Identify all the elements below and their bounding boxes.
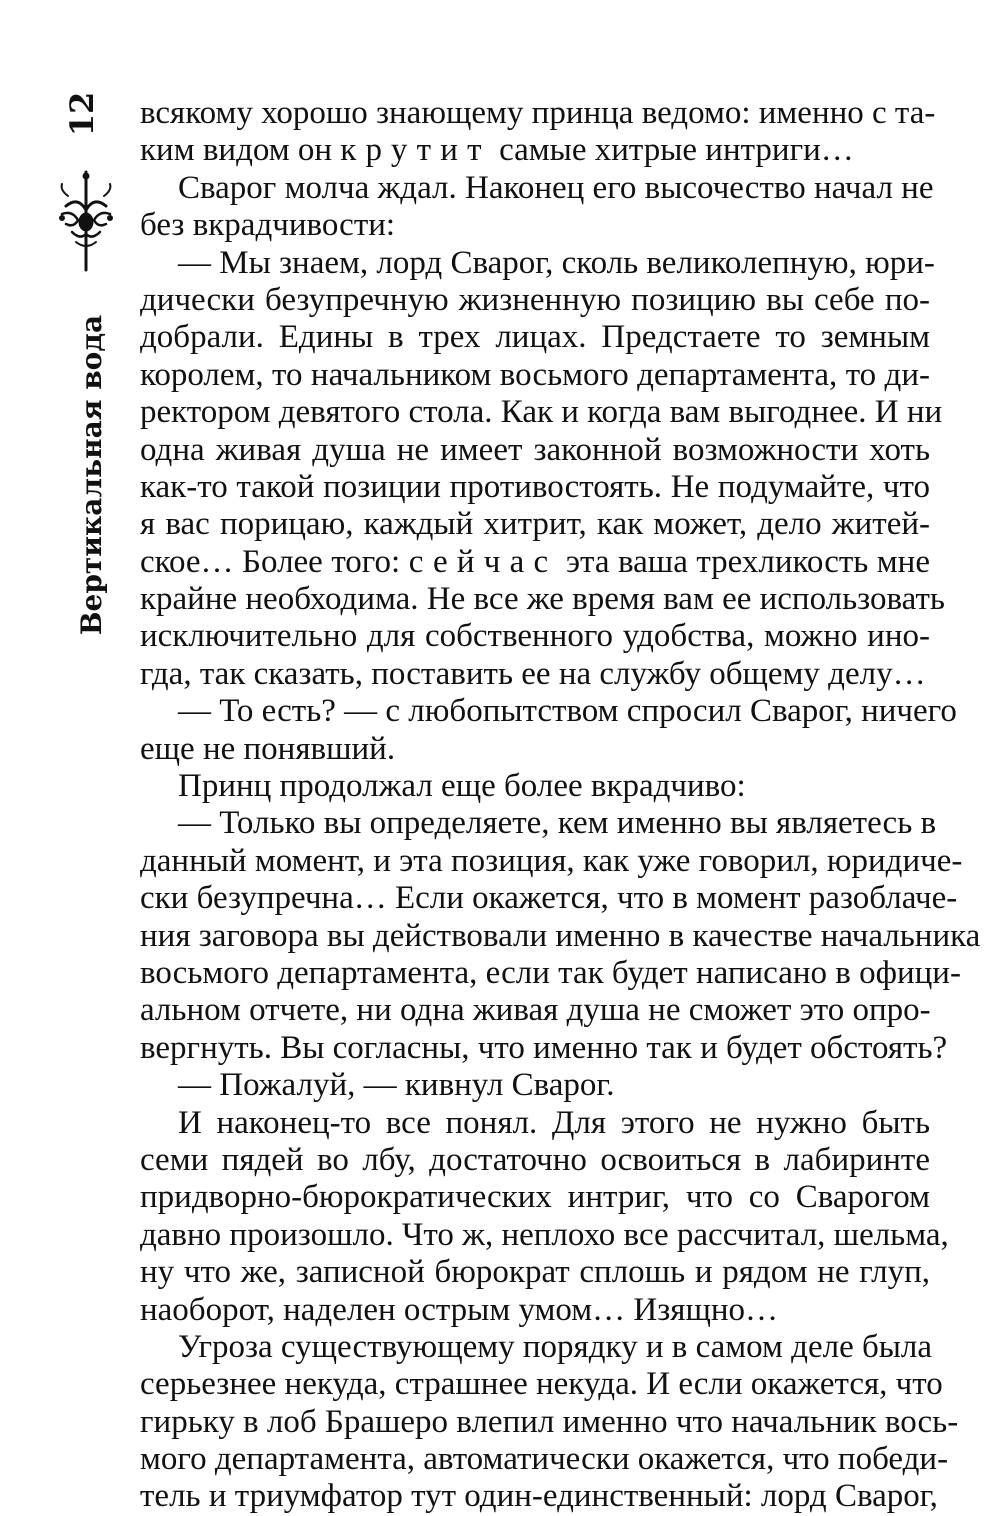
text-segment: я вас порицаю, каждый хитрит, как может, дело житей- (140, 506, 930, 543)
running-title-text: Вертикальная вода (75, 314, 108, 636)
text-line (140, 768, 930, 805)
text-line (140, 95, 936, 132)
text-line (140, 469, 930, 506)
text-line (140, 656, 930, 693)
text-line (140, 432, 930, 469)
text-line (140, 169, 934, 207)
spaced-emphasis: крутит (340, 132, 491, 169)
text-segment: данный момент, и эта позиция, как уже говорил, юридиче- (140, 842, 963, 879)
text-segment: И наконец-то все понял. Для этого не нужно быть (178, 1104, 930, 1141)
text-line (140, 1478, 938, 1515)
text-line (140, 207, 930, 244)
text-line (140, 731, 930, 768)
page-number: 12 (63, 91, 101, 137)
text-segment: наоборот, наделен острым умом… Изящно… (140, 1291, 779, 1328)
text-line (140, 1366, 943, 1403)
text-segment: семи пядей во лбу, достаточно освоиться в лабиринте (140, 1141, 930, 1178)
text-line (140, 394, 943, 431)
text-segment: Принц продолжал еще более вкрадчиво: (178, 768, 746, 805)
text-line (140, 282, 930, 319)
text-segment: — Пожалуй, — кивнул Сварог. (178, 1067, 615, 1104)
text-segment: эта ваша трехликость мне (557, 543, 930, 580)
text-line (140, 880, 958, 917)
text-line (140, 1216, 949, 1254)
text-segment: — То есть? — с любопытством спросил Сварог, ничего (178, 693, 957, 730)
text-segment: альном отчете, ни одна живая душа не сможет это опро- (140, 992, 931, 1029)
text-line (140, 1142, 930, 1179)
text-segment: как-то такой позиции противостоять. Не подумайте, что (140, 468, 930, 505)
text-segment: одна живая душа не имеет законной возможности хоть (140, 431, 930, 468)
margin-column (0, 0, 130, 1476)
text-line (140, 1441, 949, 1478)
text-segment: — Только вы определяете, кем именно вы являетесь в (178, 805, 937, 842)
text-line (140, 244, 935, 282)
text-line (140, 319, 930, 356)
decorative-ornament-icon (48, 166, 120, 274)
text-segment: ректором девятого стола. Как и когда вам выгоднее. И ни (140, 394, 943, 431)
text-segment: Угроза существующему порядку и в самом деле была (178, 1328, 933, 1365)
text-segment: ким видом он (140, 132, 341, 169)
text-segment: крайне необходима. Не все же время вам ее использовать (140, 581, 945, 618)
text-segment: восьмого департамента, если так будет написано в офици- (140, 954, 961, 991)
text-segment: самые хитрые интриги… (490, 132, 854, 169)
text-segment: давно произошло. Что ж, неплохо все рассчитал, шельма, (140, 1216, 949, 1253)
text-segment: дически безупречную жизненную позицию вы себе по- (140, 281, 930, 318)
text-segment: мого департамента, автоматически окажется, что победи- (140, 1441, 949, 1478)
text-line (140, 357, 930, 394)
text-segment: исключительно для собственного удобства, можно ино- (140, 618, 930, 655)
text-line (140, 618, 930, 655)
text-line (140, 544, 930, 581)
text-segment: вергнуть. Вы согласны, что именно так и будет обстоять? (140, 1029, 948, 1066)
text-line (140, 1254, 930, 1291)
text-line (140, 1403, 959, 1441)
text-segment: ну что же, записной бюрократ сплошь и рядом не глуп, (140, 1254, 930, 1291)
text-segment: ское… Более того: (140, 543, 409, 580)
text-line (140, 917, 981, 955)
text-line (140, 132, 930, 169)
text-line (140, 842, 963, 880)
text-segment: серьезнее некуда, страшнее некуда. И если окажется, что (140, 1366, 943, 1403)
text-line (140, 1067, 930, 1104)
text-line (140, 693, 957, 730)
text-line (140, 506, 930, 543)
text-segment: гирьку в лоб Брашеро влепил именно что начальник вось- (140, 1403, 959, 1440)
text-segment: гда, так сказать, поставить ее на службу общему делу… (140, 655, 926, 692)
text-segment: ски безупречна… Если окажется, что в момент разоблаче- (140, 880, 958, 917)
text-line (140, 805, 937, 842)
text-segment: Сварог молча ждал. Наконец его высочество начал не (178, 169, 934, 206)
text-segment: тель и триумфатор тут один-единственный: лорд Сварог, (140, 1478, 938, 1515)
text-line (140, 954, 961, 992)
text-line (140, 1328, 933, 1366)
text-line (140, 581, 945, 618)
text-segment: ния заговора вы действовали именно в качестве начальника (140, 917, 981, 954)
spaced-emphasis: сейчас (408, 543, 558, 580)
text-line (140, 1179, 930, 1216)
body-text (140, 95, 981, 1516)
text-segment: еще не понявший. (140, 730, 396, 767)
text-line (140, 1029, 948, 1067)
text-segment: без вкрадчивости: (140, 207, 396, 244)
text-segment: — Мы знаем, лорд Сварог, сколь великолепную, юри- (178, 244, 935, 281)
text-line (140, 1292, 930, 1329)
text-segment: придворно-бюрократических интриг, что со Сварогом (140, 1179, 930, 1216)
text-segment: добрали. Едины в трех лицах. Предстаете то земным (140, 319, 930, 356)
text-segment: всякому хорошо знающему принца ведомо: именно с та- (140, 95, 936, 131)
text-line (140, 1105, 930, 1142)
text-segment: королем, то начальником восьмого департамента, то ди- (140, 356, 930, 393)
text-line (140, 992, 930, 1029)
